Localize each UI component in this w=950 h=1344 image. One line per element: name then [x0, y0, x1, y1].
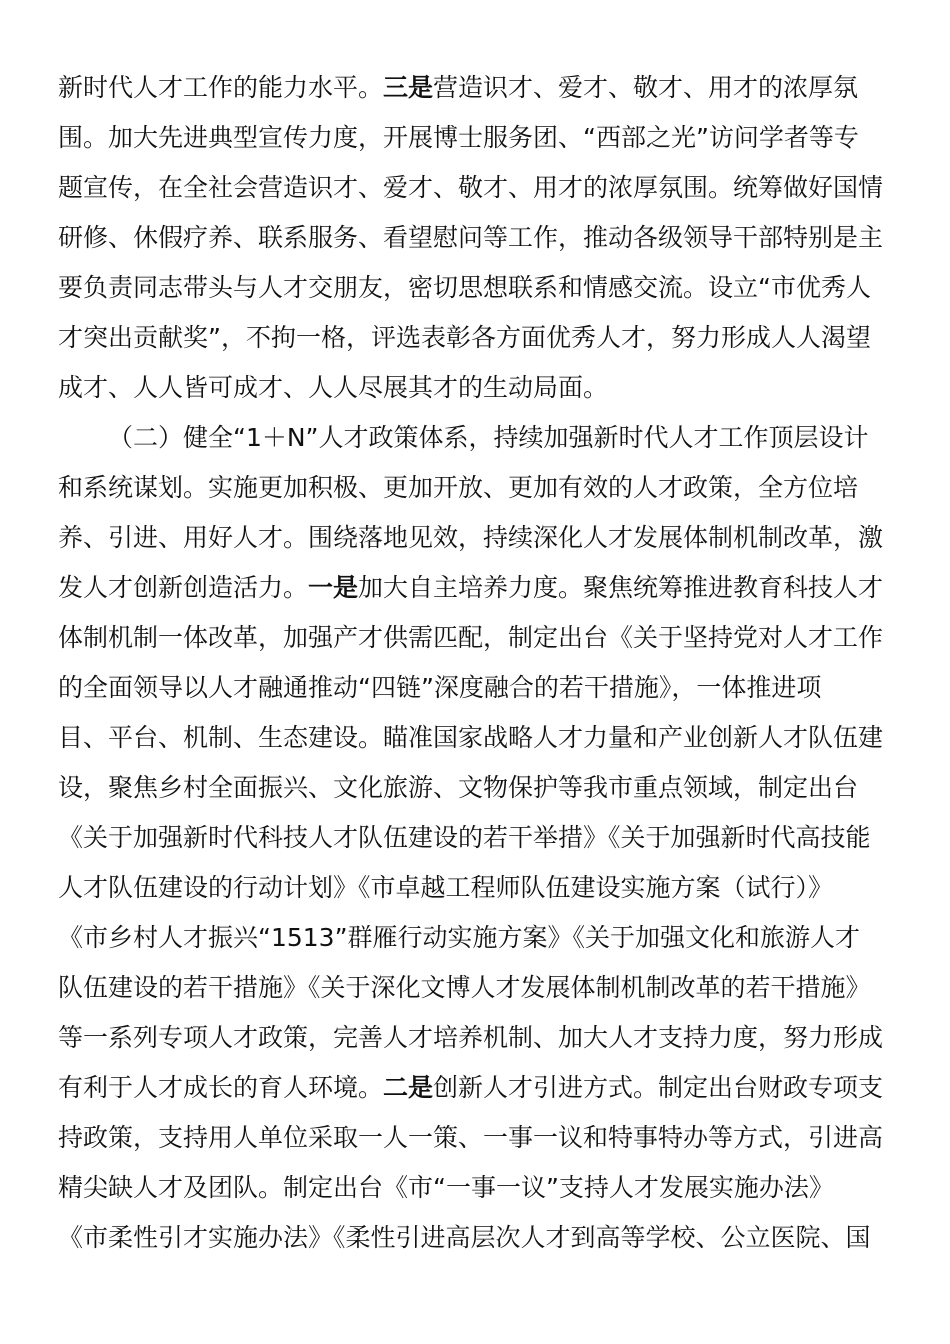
text-line-22: 持政策，支持用人单位采取一人一策、一事一议和特事特办等方式，引进高 [58, 1123, 884, 1152]
bold-marker-two: 二是 [383, 1073, 434, 1102]
text-line-12: 体制机制一体改革，加强产才供需匹配，制定出台《关于坚持党对人才工作 [58, 623, 884, 652]
bold-marker-one: 一是 [308, 573, 359, 602]
section-heading-line: （二）健全“1＋N”人才政策体系，持续加强新时代人才工作顶层设计 [108, 423, 869, 452]
text-line-24: 《市柔性引才实施办法》《柔性引进高层次人才到高等学校、公立医院、国 [58, 1223, 871, 1252]
text-line-10: 养、引进、用好人才。围绕落地见效，持续深化人才发展体制机制改革，激 [58, 523, 884, 552]
text-line-13: 的全面领导以人才融通推动“四链”深度融合的若干措施》，一体推进项 [58, 673, 822, 702]
text-line-4: 研修、休假疗养、联系服务、看望慰问等工作，推动各级领导干部特别是主 [58, 223, 884, 252]
text-line-3: 题宣传，在全社会营造识才、爱才、敬才、用才的浓厚氛围。统筹做好国情 [58, 173, 884, 202]
text-line-17: 人才队伍建设的行动计划》《市卓越工程师队伍建设实施方案（试行）》 [58, 873, 834, 902]
text-line-5: 要负责同志带头与人才交朋友，密切思想联系和情感交流。设立“市优秀人 [58, 273, 871, 302]
text-line-18: 《市乡村人才振兴“1513”群雁行动实施方案》《关于加强文化和旅游人才 [58, 923, 861, 952]
text-line-1: 新时代人才工作的能力水平。三是营造识才、爱才、敬才、用才的浓厚氛 [58, 73, 859, 102]
text-line-21: 有利于人才成长的育人环境。二是创新人才引进方式。制定出台财政专项支 [58, 1073, 884, 1102]
text-line-6: 才突出贡献奖”，不拘一格，评选表彰各方面优秀人才，努力形成人人渴望 [58, 323, 871, 352]
text-line-2: 围。加大先进典型宣传力度，开展博士服务团、“西部之光”访问学者等专 [58, 123, 859, 152]
text-line-19: 队伍建设的若干措施》《关于深化文博人才发展体制机制改革的若干措施》 [58, 973, 871, 1002]
text-line-7: 成才、人人皆可成才、人人尽展其才的生动局面。 [58, 373, 609, 402]
text-line-16: 《关于加强新时代科技人才队伍建设的若干举措》《关于加强新时代高技能 [58, 823, 871, 852]
text-line-9: 和系统谋划。实施更加积极、更加开放、更加有效的人才政策，全方位培 [58, 473, 859, 502]
text-line-14: 目、平台、机制、生态建设。瞄准国家战略人才力量和产业创新人才队伍建 [58, 723, 884, 752]
bold-marker-three: 三是 [383, 73, 434, 102]
text-line-11: 发人才创新创造活力。一是加大自主培养力度。聚焦统筹推进教育科技人才 [58, 573, 884, 602]
text-line-15: 设，聚焦乡村全面振兴、文化旅游、文物保护等我市重点领域，制定出台 [58, 773, 859, 802]
text-line-20: 等一系列专项人才政策，完善人才培养机制、加大人才支持力度，努力形成 [58, 1023, 884, 1052]
text-line-23: 精尖缺人才及团队。制定出台《市“一事一议”支持人才发展实施办法》 [58, 1173, 834, 1202]
